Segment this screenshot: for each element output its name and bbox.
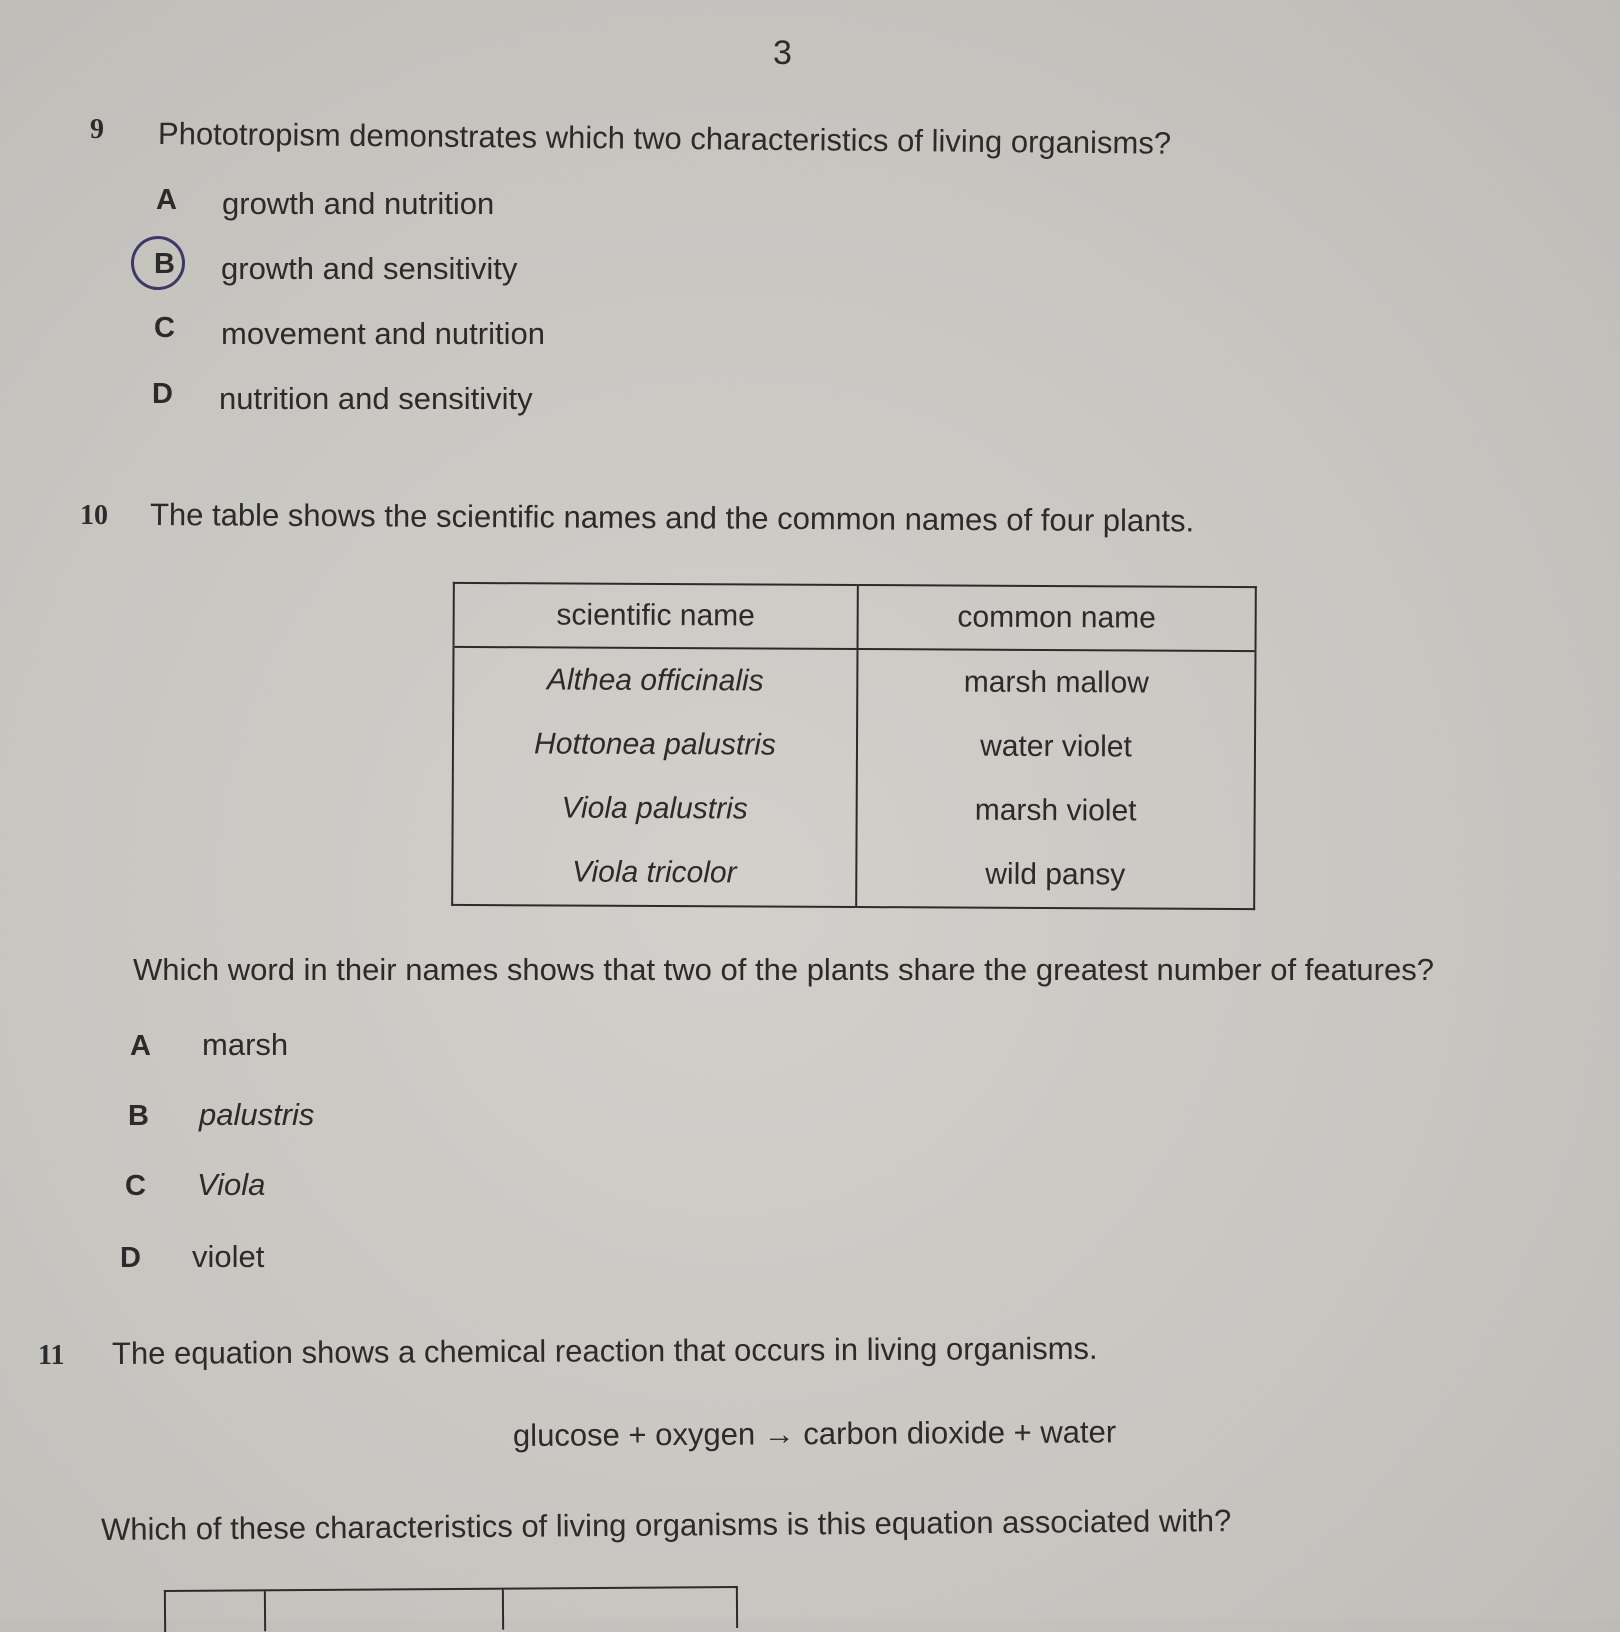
- q9-option-a-text: growth and nutrition: [222, 186, 495, 221]
- question-10-text: The table shows the scientific names and the common names of four plants.: [149, 497, 1195, 539]
- question-11-number: 11: [38, 1340, 65, 1371]
- common-name-cell: marsh violet: [974, 793, 1137, 828]
- q10-option-b-letter: B: [128, 1100, 149, 1132]
- q10-option-c-text: Viola: [197, 1167, 266, 1202]
- page-number: 3: [773, 34, 792, 72]
- q10-option-a-text: marsh: [202, 1027, 289, 1062]
- question-10-prompt: Which word in their names shows that two of the plants share the greatest number of features?: [133, 952, 1434, 987]
- question-10-number: 10: [80, 500, 108, 531]
- table-row: [452, 840, 1254, 909]
- scientific-name-cell: Viola palustris: [453, 776, 857, 842]
- table-divider: [502, 1590, 504, 1630]
- equation: glucose + oxygen → carbon dioxide + water: [512, 1414, 1117, 1453]
- table-header: scientific name: [454, 583, 858, 649]
- question-11-text: The equation shows a chemical reaction that occurs in living organisms.: [111, 1330, 1098, 1371]
- scientific-name-cell: Hottonea palustris: [453, 712, 857, 778]
- table-row: [453, 776, 1255, 844]
- question-9-number: 9: [90, 114, 104, 145]
- table-header: common name: [858, 585, 1256, 651]
- common-name-cell: marsh mallow: [963, 665, 1149, 700]
- q9-option-c-letter: C: [154, 312, 175, 344]
- q10-option-d-text: violet: [192, 1239, 265, 1274]
- common-name-cell: water violet: [980, 729, 1132, 764]
- scientific-name-cell: Althea officinalis: [453, 647, 857, 714]
- q9-option-b-letter: B: [154, 248, 175, 280]
- question-11-prompt: Which of these characteristics of living organisms is this equation associated with?: [100, 1503, 1232, 1547]
- question-9-text: Phototropism demonstrates which two characteristics of living organisms?: [157, 116, 1172, 161]
- q9-option-c-text: movement and nutrition: [221, 316, 545, 351]
- table-header-row: [454, 583, 1256, 651]
- q10-option-b-text: palustris: [199, 1097, 315, 1132]
- plant-names-table: [451, 582, 1257, 910]
- table-row: [453, 647, 1255, 716]
- q11-answer-table-edge: [164, 1586, 738, 1632]
- scientific-name-cell: Viola tricolor: [452, 840, 856, 907]
- q10-option-a-letter: A: [130, 1030, 151, 1062]
- q9-option-d-letter: D: [152, 378, 173, 410]
- table-row: [453, 712, 1255, 780]
- q9-option-a-letter: A: [156, 184, 177, 216]
- q10-option-d-letter: D: [120, 1242, 141, 1274]
- q10-option-c-letter: C: [125, 1170, 146, 1202]
- q9-option-b-text: growth and sensitivity: [221, 251, 518, 286]
- table-divider: [264, 1591, 266, 1631]
- common-name-cell: wild pansy: [985, 857, 1126, 892]
- q9-option-d-text: nutrition and sensitivity: [219, 381, 533, 416]
